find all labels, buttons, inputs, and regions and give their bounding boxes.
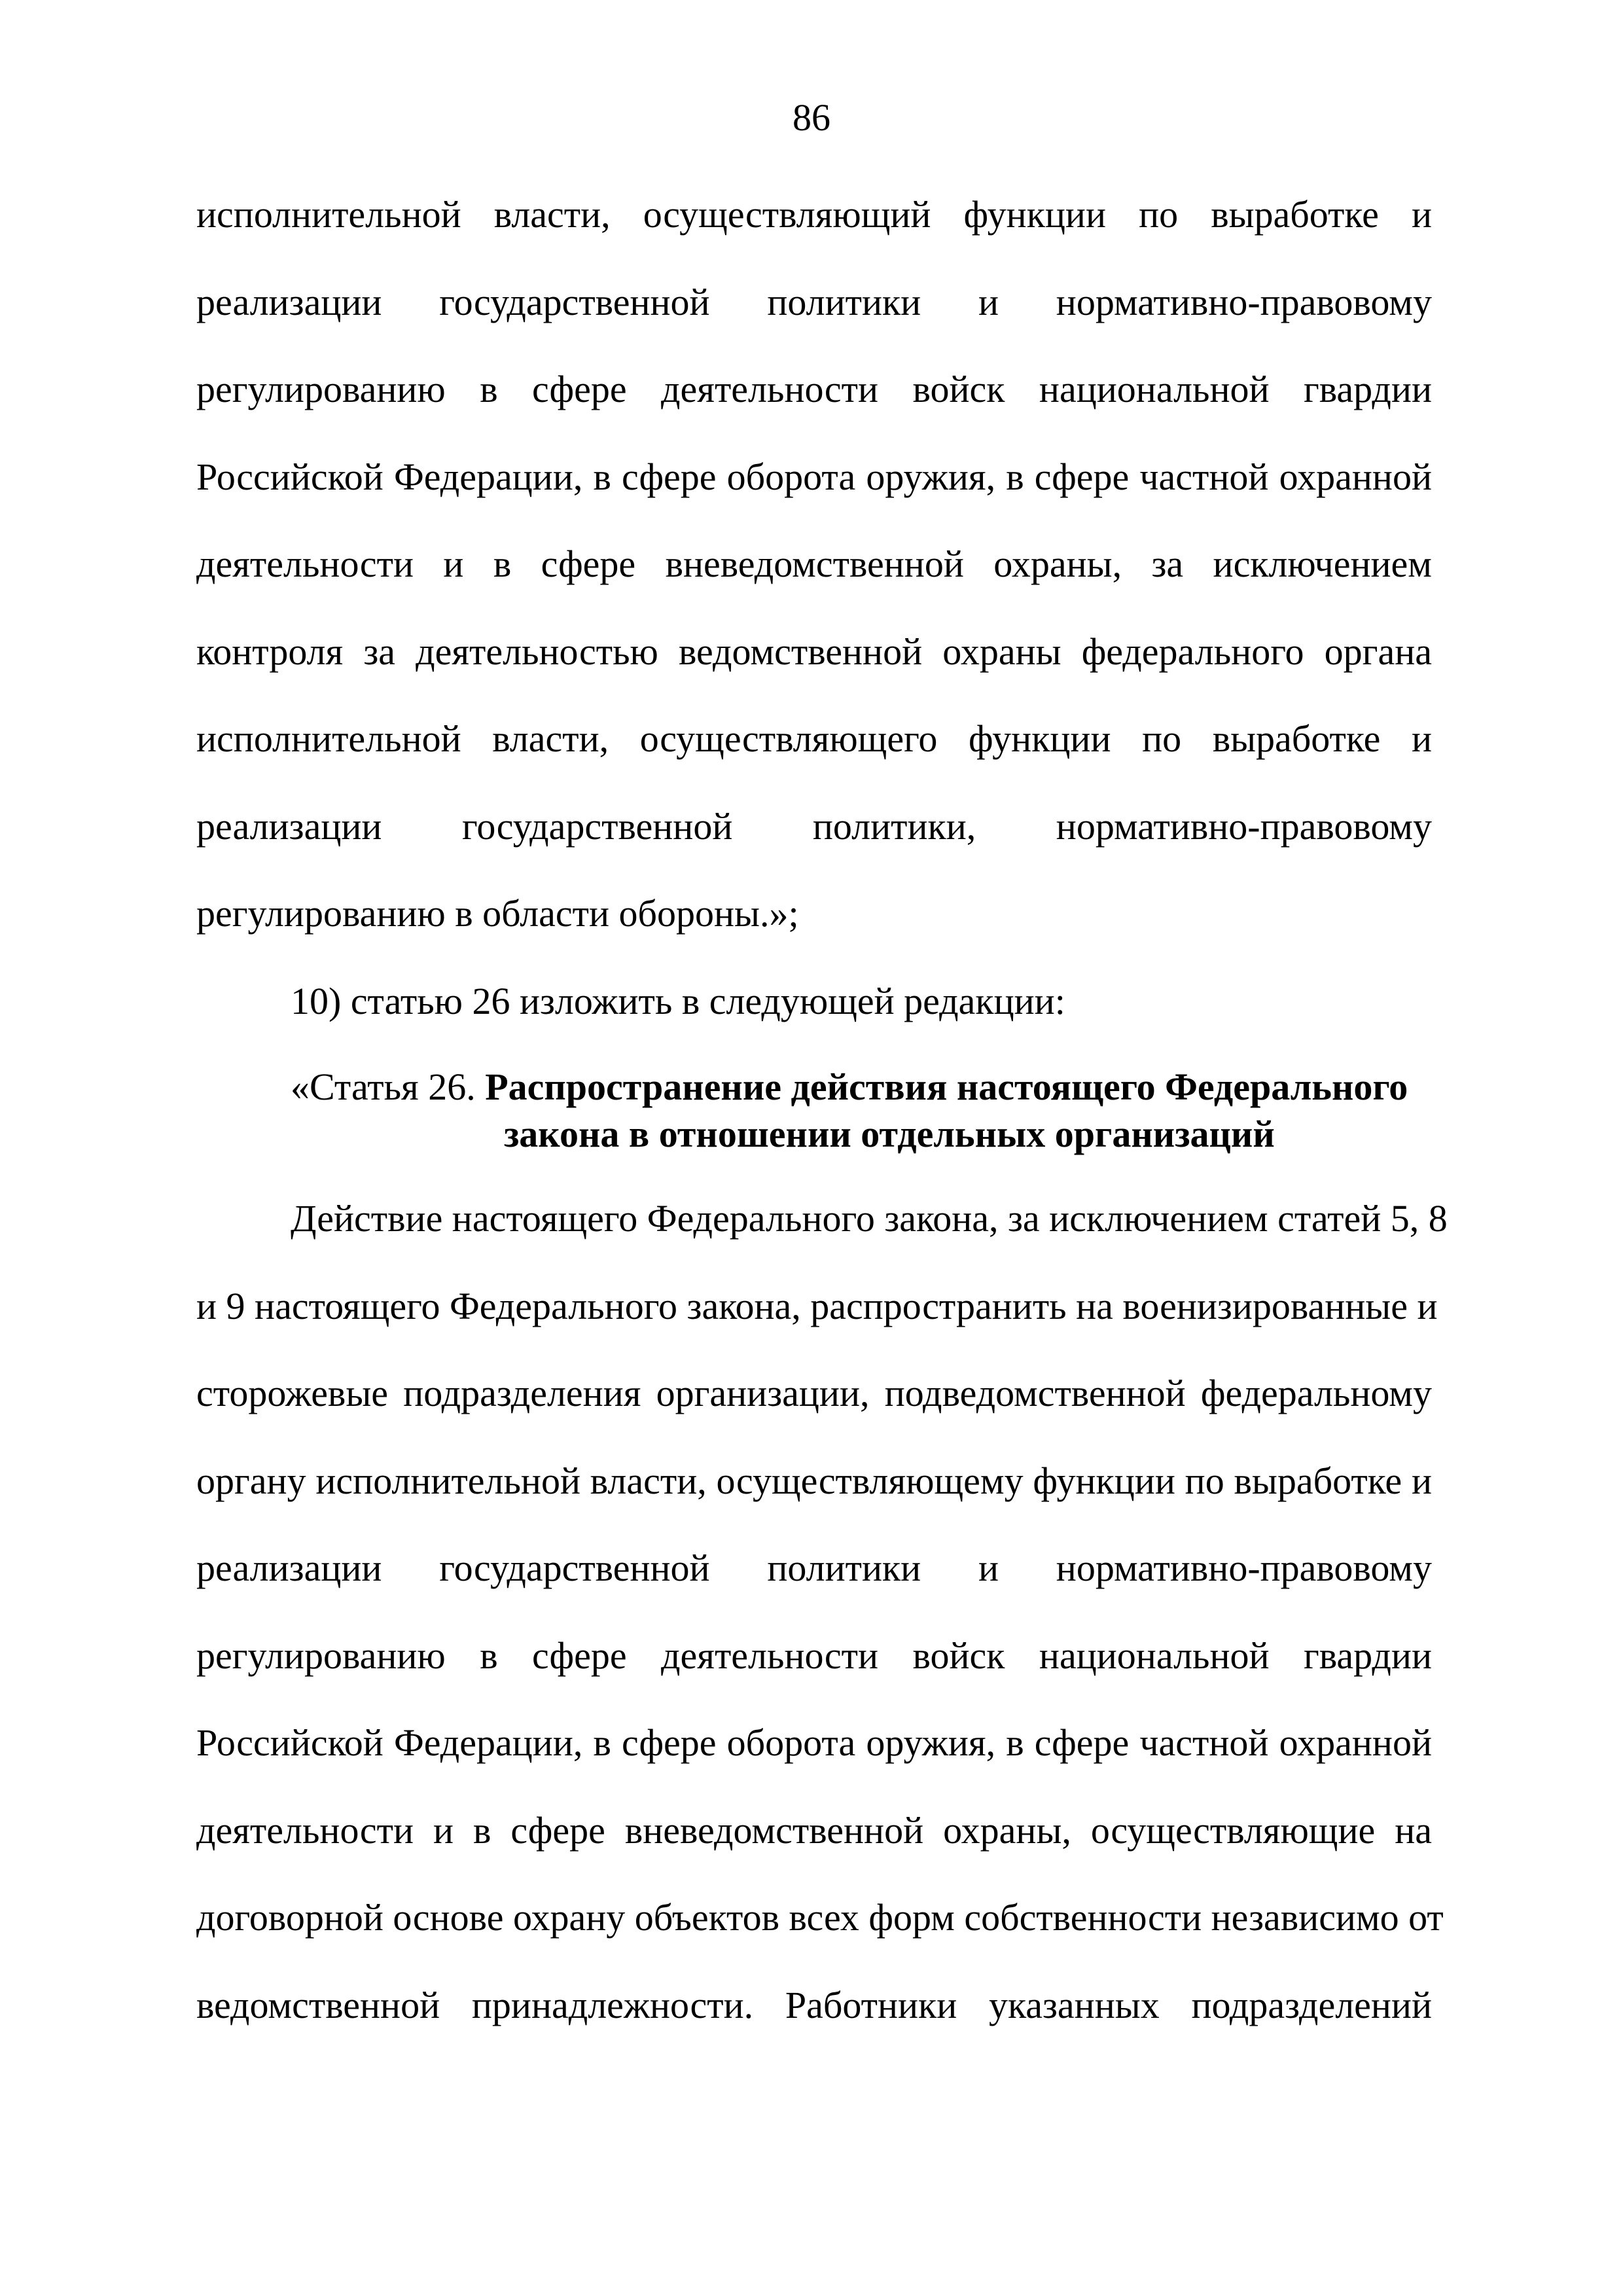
paragraph2-line: регулированию в сфере деятельности войск национальной гвардии <box>196 1634 1432 1677</box>
paragraph2-line: ведомственной принадлежности. Работники указанных подразделений <box>196 1984 1432 2026</box>
paragraph1-line: регулированию в сфере деятельности войск национальной гвардии <box>196 368 1432 410</box>
paragraph1-line: контроля за деятельностью ведомственной охраны федерального органа <box>196 630 1432 673</box>
paragraph1-line: исполнительной власти, осуществляющий функции по выработке и <box>196 193 1432 236</box>
paragraph1-line: регулированию в области обороны.»; <box>196 892 799 935</box>
paragraph2-line: договорной основе охрану объектов всех форм собственности независимо от <box>196 1896 1444 1939</box>
paragraph1-line: деятельности и в сфере вневедомственной охраны, за исключением <box>196 543 1432 585</box>
paragraph2-line: и 9 настоящего Федерального закона, распространить на военизированные и <box>196 1285 1438 1327</box>
paragraph2-line: реализации государственной политики и нормативно-правовому <box>196 1547 1432 1589</box>
paragraph1-line: реализации государственной политики и нормативно-правовому <box>196 281 1432 323</box>
paragraph1-line: Российской Федерации, в сфере оборота оружия, в сфере частной охранной <box>196 456 1432 498</box>
article-title-line1: Распространение действия настоящего Федерального <box>485 1066 1408 1108</box>
page-number: 86 <box>793 96 830 139</box>
list-item-10: 10) статью 26 изложить в следующей редакции: <box>291 980 1065 1022</box>
article-heading <box>291 1064 1432 1111</box>
paragraph2-line: деятельности и в сфере вневедомственной охраны, осуществляющие на <box>196 1809 1432 1852</box>
paragraph1-line: реализации государственной политики, нормативно-правовому <box>196 805 1432 848</box>
article-number: «Статья 26. <box>291 1066 476 1108</box>
article-title-line2: закона в отношении отдельных организаций <box>504 1113 1275 1155</box>
paragraph2-line: Российской Федерации, в сфере оборота оружия, в сфере частной охранной <box>196 1721 1432 1764</box>
paragraph1-line: исполнительной власти, осуществляющего функции по выработке и <box>196 717 1432 760</box>
paragraph2-line: сторожевые подразделения организации, подведомственной федеральному <box>196 1372 1432 1414</box>
paragraph2-line: Действие настоящего Федерального закона, за исключением статей 5, 8 <box>291 1197 1448 1240</box>
paragraph2-line: органу исполнительной власти, осуществляющему функции по выработке и <box>196 1460 1432 1502</box>
